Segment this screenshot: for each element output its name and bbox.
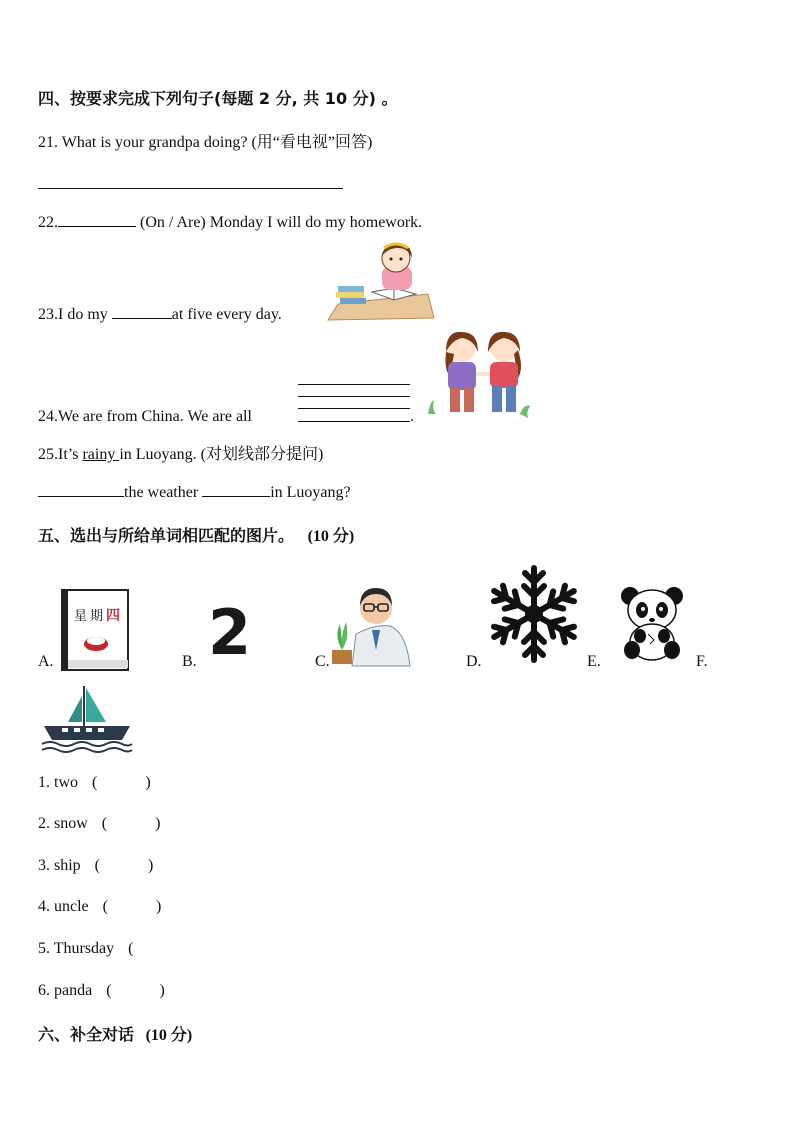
- option-b-label: B.: [182, 653, 197, 670]
- panda-image: [620, 584, 684, 662]
- number-two-glyph: 2: [208, 596, 252, 669]
- question-23: 23.I do my at five every day.: [38, 306, 282, 323]
- question-22: 22. (On / Are) Monday I will do my homework.: [38, 214, 423, 231]
- blank-22[interactable]: [58, 212, 136, 227]
- calendar-char-1: 星: [74, 609, 88, 624]
- answer-paren-5[interactable]: (: [128, 940, 134, 957]
- section6-heading: 六、补全对话 (10 分): [38, 1025, 193, 1044]
- blank-25b[interactable]: [202, 482, 270, 497]
- answer-line-24c[interactable]: [298, 408, 410, 409]
- snowflake-image: [484, 560, 584, 668]
- item-1: 1. two ( ): [38, 774, 151, 791]
- calendar-char-3: 四: [106, 608, 120, 624]
- option-e-label: E.: [587, 653, 601, 670]
- two-girls-image: [424, 330, 536, 424]
- option-c-label: C.: [315, 653, 330, 670]
- option-a-label: A.: [38, 653, 54, 670]
- ship-image: [40, 684, 132, 756]
- answer-paren-3[interactable]: ( ): [94, 857, 154, 874]
- answer-line-24b[interactable]: [298, 396, 410, 397]
- item-2: 2. snow ( ): [38, 815, 161, 832]
- question-21: 21. What is your grandpa doing? (用“看电视”回答): [38, 134, 373, 151]
- option-d-label: D.: [466, 653, 482, 670]
- item-5: 5. Thursday (: [38, 940, 134, 957]
- item-6: 6. panda ( ): [38, 982, 165, 999]
- answer-paren-4[interactable]: ( ): [102, 898, 162, 915]
- calendar-image: [62, 588, 128, 670]
- underlined-word: rainy: [82, 446, 116, 463]
- question-25-answer: the weather in Luoyang?: [38, 482, 351, 502]
- item-3: 3. ship ( ): [38, 857, 154, 874]
- section4-heading: 四、按要求完成下列句子(每题 2 分, 共 10 分) 。: [38, 89, 398, 108]
- question-24-period: .: [410, 408, 414, 425]
- number-two-image: [206, 596, 256, 669]
- blank-23[interactable]: [112, 304, 172, 319]
- answer-line-21[interactable]: [38, 188, 343, 189]
- section5-heading: 五、选出与所给单词相匹配的图片。 (10 分): [38, 526, 355, 545]
- answer-paren-6[interactable]: ( ): [106, 982, 165, 999]
- calendar-char-2: 期: [90, 609, 104, 624]
- girl-writing-image: [328, 242, 436, 322]
- blank-25a[interactable]: [38, 482, 124, 497]
- answer-paren-1[interactable]: ( ): [92, 774, 151, 791]
- question-24: 24.We are from China. We are all: [38, 408, 252, 425]
- answer-paren-2[interactable]: ( ): [101, 815, 161, 832]
- answer-line-24d[interactable]: [298, 421, 410, 422]
- uncle-image: [330, 586, 412, 666]
- item-4: 4. uncle ( ): [38, 898, 162, 915]
- option-f-label: F.: [696, 653, 708, 670]
- answer-line-24a[interactable]: [298, 384, 410, 385]
- question-25: 25.It’s rainy in Luoyang. (对划线部分提问): [38, 446, 324, 463]
